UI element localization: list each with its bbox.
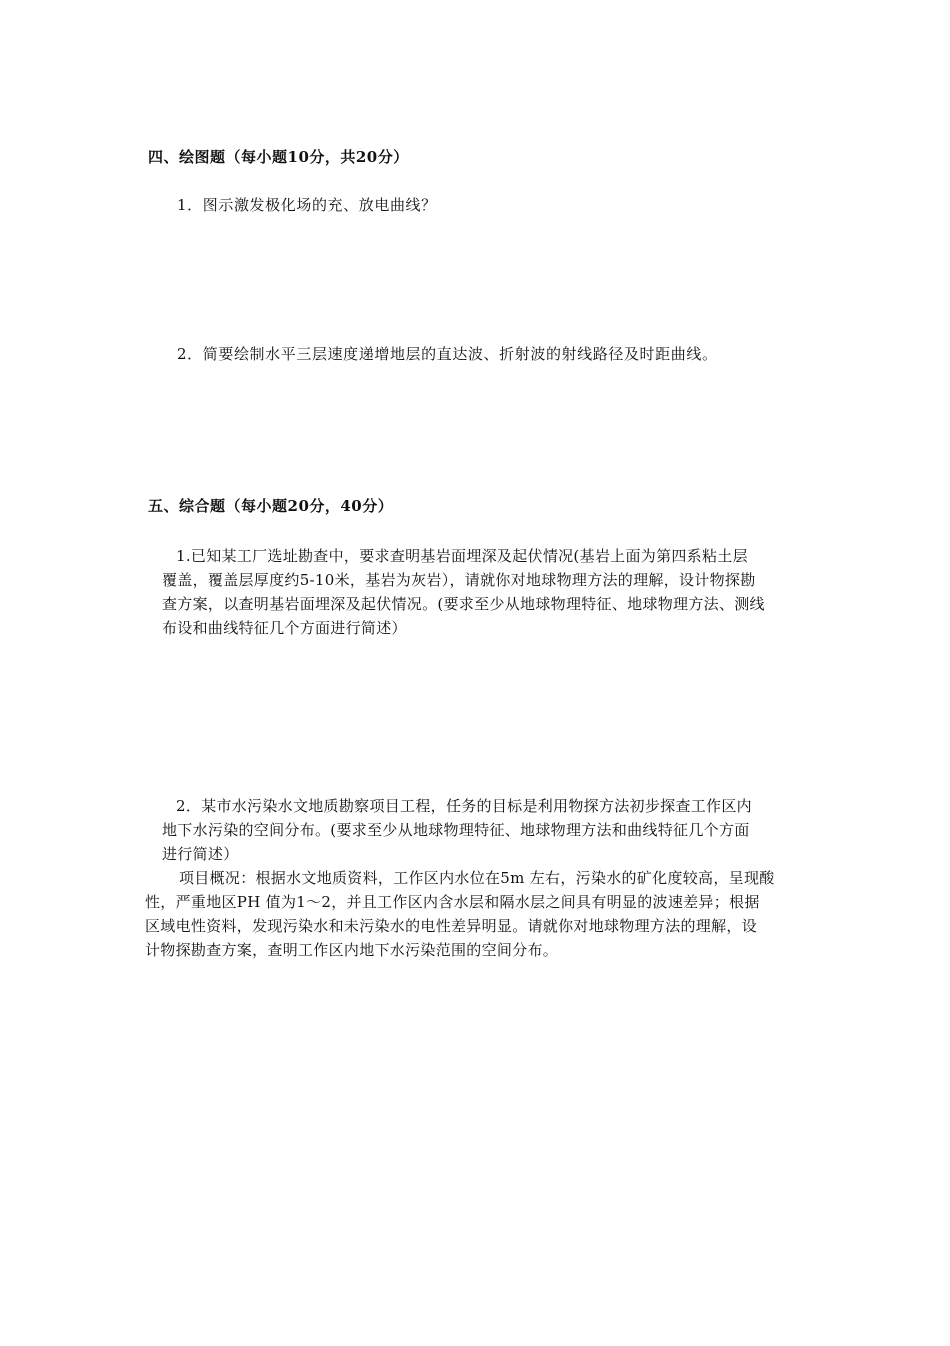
section-4-heading: 四、绘图题（每小题10分，共20分） — [148, 148, 409, 166]
paragraph-line: 1.已知某工厂选址勘查中，要求查明基岩面埋深及起伏情况(基岩上面为第四系粘土层 — [176, 547, 748, 565]
paragraph-line: 覆盖，覆盖层厚度约5-10米，基岩为灰岩），请就你对地球物理方法的理解，设计物探勘 — [162, 571, 756, 589]
paragraph-line: 进行简述） — [162, 845, 239, 863]
section-4-question-2: 2．简要绘制水平三层速度递增地层的直达波、折射波的射线路径及时距曲线。 — [177, 345, 718, 363]
paragraph-line: 布设和曲线特征几个方面进行简述） — [162, 619, 407, 637]
project-overview — [145, 866, 775, 962]
section-4-question-1: 1．图示激发极化场的充、放电曲线？ — [177, 196, 437, 214]
section-5-question-2 — [162, 794, 752, 866]
paragraph-line: 计物探勘查方案，查明工作区内地下水污染范围的空间分布。 — [145, 941, 559, 959]
paragraph-line: 地下水污染的空间分布。(要求至少从地球物理特征、地球物理方法和曲线特征几个方面 — [162, 821, 750, 839]
section-5-question-1 — [162, 544, 765, 640]
section-5-heading: 五、综合题（每小题20分，40分） — [148, 497, 394, 515]
paragraph-line: 查方案，以查明基岩面埋深及起伏情况。(要求至少从地球物理特征、地球物理方法、测线 — [162, 595, 765, 613]
paragraph-line: 性，严重地区PH 值为1～2，并且工作区内含水层和隔水层之间具有明显的波速差异；根据 — [145, 893, 760, 911]
paragraph-line: 项目概况：根据水文地质资料，工作区内水位在5m 左右，污染水的矿化度较高，呈现酸 — [179, 869, 775, 887]
paragraph-line: 2．某市水污染水文地质勘察项目工程，任务的目标是利用物探方法初步探查工作区内 — [176, 797, 752, 815]
paragraph-line: 区域电性资料，发现污染水和未污染水的电性差异明显。请就你对地球物理方法的理解，设 — [145, 917, 758, 935]
